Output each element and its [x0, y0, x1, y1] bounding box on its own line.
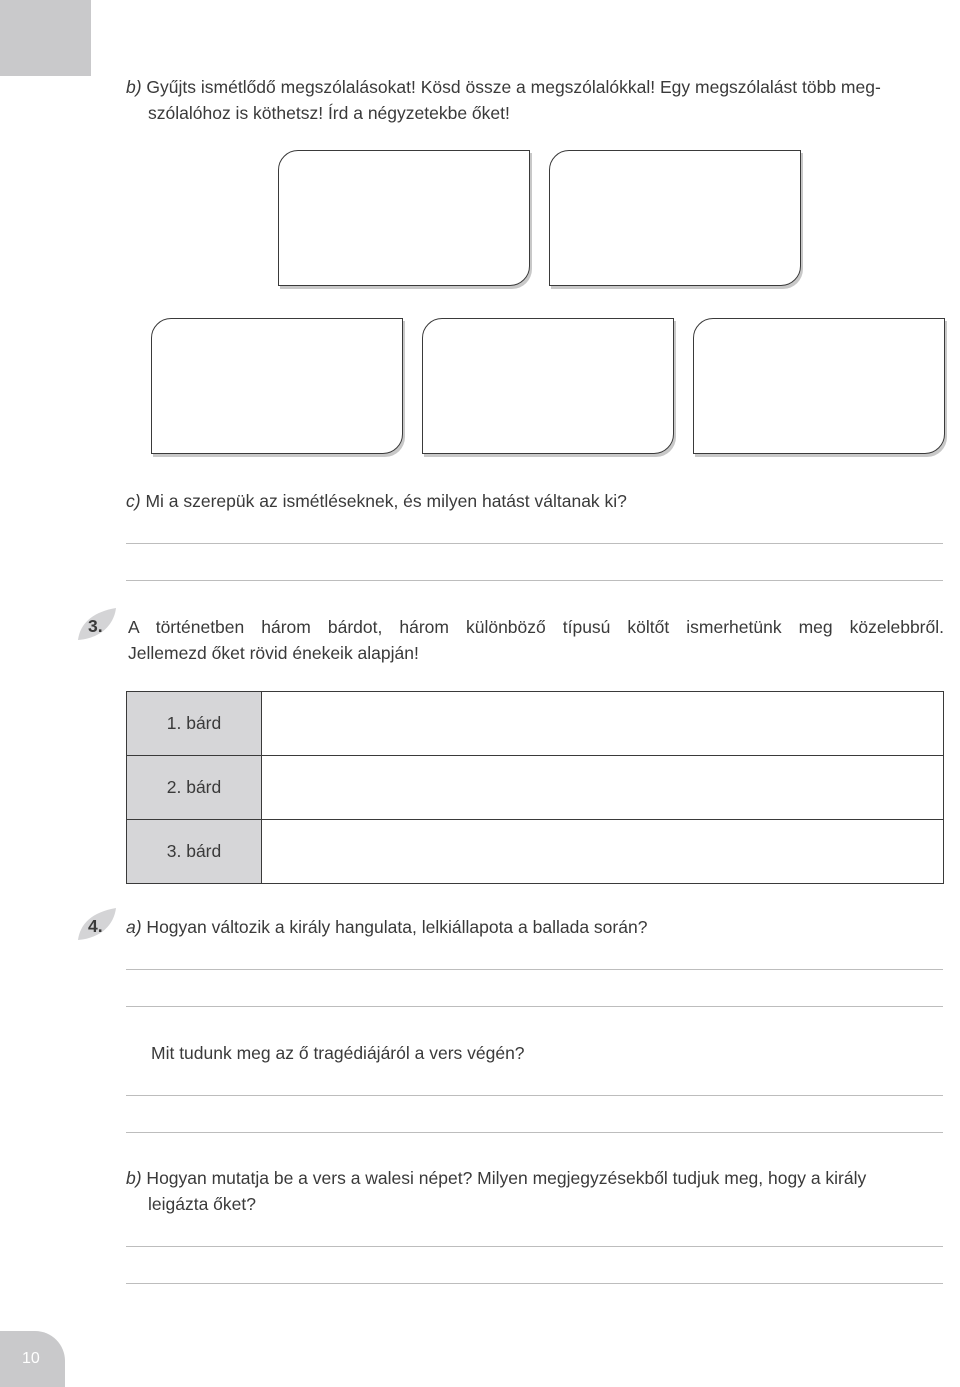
task-4b-question — [126, 1165, 866, 1217]
answer-line[interactable] — [126, 1283, 943, 1284]
task-4-number: 4. — [88, 916, 103, 936]
answer-line[interactable] — [126, 1095, 943, 1096]
task-2b-line-2: szólalóhoz is köthetsz! Írd a négyzetekbe őket! — [148, 103, 510, 123]
answer-box-3[interactable] — [151, 318, 403, 454]
bard-label-1: 1. bárd — [127, 692, 262, 756]
table-row — [127, 756, 944, 820]
bard-label-2: 2. bárd — [127, 756, 262, 820]
task-4b-prefix: b) — [126, 1168, 142, 1188]
bard-table — [126, 691, 944, 884]
task-4a-prefix: a) — [126, 917, 142, 937]
answer-line[interactable] — [126, 1246, 943, 1247]
task-2b-prefix: b) — [126, 77, 142, 97]
corner-decoration — [0, 0, 91, 76]
answer-line[interactable] — [126, 1006, 943, 1007]
task-4a-text: Hogyan változik a király hangulata, lelkiállapota a ballada során? — [141, 917, 648, 937]
task-4a-question — [126, 914, 647, 940]
task-2c-prefix: c) — [126, 491, 141, 511]
task-2b-instruction — [126, 74, 881, 126]
task-2b-line-1: Gyűjts ismétlődő megszólalásokat! Kösd össze a megszólalókkal! Egy megszólalást több meg- — [141, 77, 881, 97]
table-row — [127, 692, 944, 756]
task-3-line-1: A történetben három bárdot, három különböző típusú költőt ismerhetünk meg közelebbről. — [128, 617, 944, 637]
bard-answer-3[interactable] — [262, 820, 944, 884]
answer-box-5[interactable] — [693, 318, 945, 454]
page-number-tab — [0, 1331, 65, 1387]
task-4a-followup: Mit tudunk meg az ő tragédiájáról a vers végén? — [151, 1043, 525, 1063]
bard-answer-1[interactable] — [262, 692, 944, 756]
table-row — [127, 820, 944, 884]
task-4b-line-1: Hogyan mutatja be a vers a walesi népet? Milyen megjegyzésekből tudjuk meg, hogy a király — [141, 1168, 867, 1188]
answer-box-1[interactable] — [278, 150, 530, 286]
answer-box-2[interactable] — [549, 150, 801, 286]
bard-label-3: 3. bárd — [127, 820, 262, 884]
page-number: 10 — [22, 1350, 40, 1367]
task-2c-text: Mi a szerepük az ismétléseknek, és milyen hatást váltanak ki? — [140, 491, 627, 511]
bard-answer-2[interactable] — [262, 756, 944, 820]
task-4b-line-2: leigázta őket? — [148, 1194, 256, 1214]
answer-line[interactable] — [126, 969, 943, 970]
task-3-number: 3. — [88, 616, 103, 636]
answer-box-4[interactable] — [422, 318, 674, 454]
task-3-line-2: Jellemezd őket rövid énekeik alapján! — [128, 643, 419, 663]
answer-line[interactable] — [126, 1132, 943, 1133]
answer-line[interactable] — [126, 580, 943, 581]
task-2c-question — [126, 488, 627, 514]
answer-line[interactable] — [126, 543, 943, 544]
